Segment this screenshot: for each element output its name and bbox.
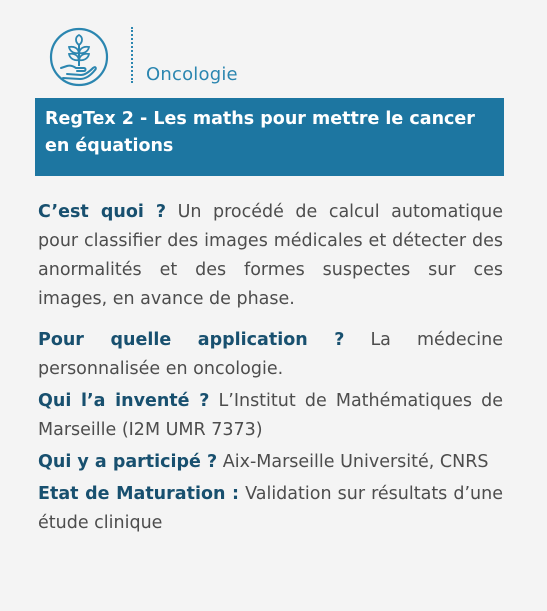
section-participants: [38, 448, 503, 477]
answer-text: La médecine personnalisée en oncologie.: [38, 330, 503, 379]
answer-text: Un procédé de calcul automatique pour classifier des images médicales et détecter des anormalités et des formes suspectes sur ces images, en avance de phase.: [38, 202, 503, 309]
answer-text: L’Institut de Mathématiques de Marseille (I2M UMR 7373): [38, 391, 503, 440]
hand-plant-icon: [48, 26, 110, 88]
page-title: RegTex 2 - Les maths pour mettre le cancer en équations: [45, 109, 475, 156]
answer-text: Aix-Marseille Université, CNRS: [222, 452, 489, 472]
answer-text: Validation sur résultats d’une étude clinique: [38, 484, 503, 533]
question-label: Qui y a participé ?: [38, 452, 218, 472]
header-divider: [131, 27, 133, 83]
question-label: Qui l’a inventé ?: [38, 391, 210, 411]
info-content: [38, 198, 503, 541]
question-label: Pour quelle application ?: [38, 330, 345, 350]
question-label: C’est quoi ?: [38, 202, 167, 222]
title-banner: [35, 98, 504, 176]
category-label: Oncologie: [146, 64, 238, 85]
section-application: [38, 326, 503, 384]
section-maturity: [38, 480, 503, 538]
section-what: [38, 198, 503, 314]
question-label: Etat de Maturation :: [38, 484, 240, 504]
section-inventor: [38, 387, 503, 445]
